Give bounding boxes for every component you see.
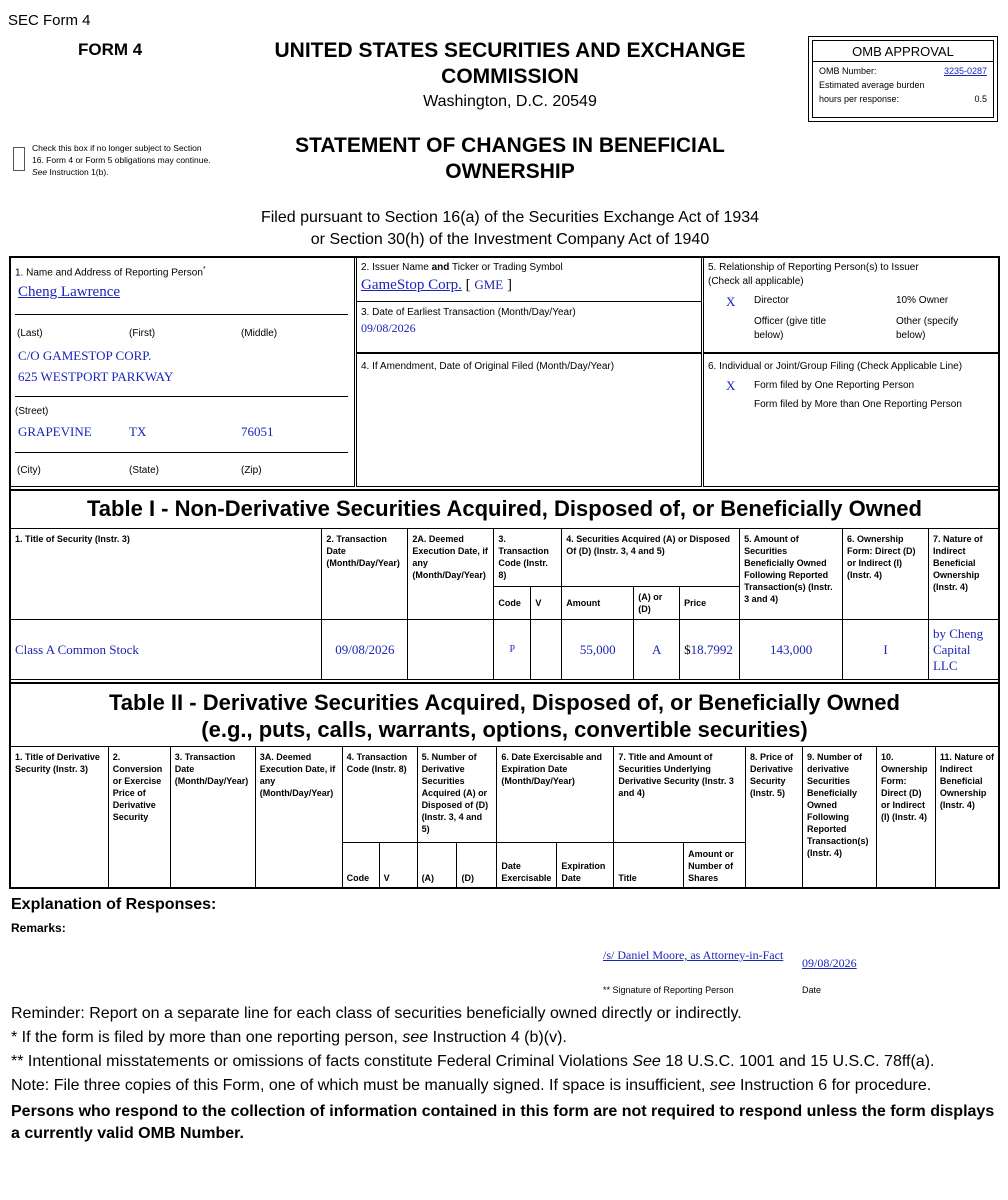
officer-label: Officer (give title below) bbox=[754, 316, 827, 341]
omb-number-link[interactable]: 3235-0287 bbox=[943, 66, 987, 76]
omb-burden-label: Estimated average burden bbox=[819, 80, 925, 90]
table-row bbox=[11, 620, 999, 680]
relationship-section bbox=[703, 257, 999, 353]
table2-title-line-1: Table II - Derivative Securities Acquired, Disposed of, or Beneficially Owned bbox=[108, 690, 900, 715]
statement-title bbox=[240, 133, 780, 185]
omb-notice: Persons who respond to the collection of information contained in this form are not required to respond unless the form displays a currently valid OMB Number. bbox=[11, 1103, 995, 1142]
t2-header-exercisable: 6. Date Exercisable and Expiration Date (Month/Day/Year) bbox=[497, 747, 614, 843]
t2-header-deemed: 3A. Deemed Execution Date, if any (Month/Day/Year) bbox=[255, 747, 342, 889]
signature-date-link[interactable]: 09/08/2026 bbox=[802, 956, 857, 970]
signature-label: ** Signature of Reporting Person bbox=[603, 985, 734, 995]
date-label: Date bbox=[802, 985, 822, 995]
t1-header-code: 3. Transaction Code (Instr. 8) bbox=[494, 529, 562, 587]
earliest-date-value: 09/08/2026 bbox=[361, 321, 416, 335]
first-label: (First) bbox=[129, 328, 156, 339]
last-label: (Last) bbox=[17, 328, 43, 339]
earliest-date-label: 3. Date of Earliest Transaction (Month/Day/Year) bbox=[361, 307, 576, 318]
reporting-person-section bbox=[10, 257, 355, 487]
city-underline bbox=[15, 452, 348, 453]
t1-nature: by Cheng Capital LLC bbox=[928, 620, 998, 680]
t1-owned: 143,000 bbox=[740, 620, 843, 680]
t2-header-title: 1. Title of Derivative Security (Instr. 3) bbox=[11, 747, 109, 889]
remarks-label: Remarks: bbox=[11, 921, 66, 935]
t1-form: I bbox=[843, 620, 929, 680]
filed-pursuant-text bbox=[200, 207, 820, 251]
t2-sub-title: Title bbox=[614, 843, 684, 889]
t2-sub-date-exercisable: Date Exercisable bbox=[497, 843, 557, 889]
omb-number-label: OMB Number: bbox=[819, 66, 877, 76]
note-misstatements: ** Intentional misstatements or omissions of facts constitute Federal Criminal Violations See 18 U.S.C. 1001 and 15 U.S.C. 78ff(a). bbox=[11, 1053, 935, 1070]
ticker-link[interactable]: GME bbox=[474, 277, 504, 292]
one-person-label: Form filed by One Reporting Person bbox=[754, 380, 915, 391]
t1-header-date: 2. Transaction Date (Month/Day/Year) bbox=[322, 529, 408, 620]
reminder-text: Reminder: Report on a separate line for each class of securities beneficially owned directly or indirectly. bbox=[11, 1005, 742, 1022]
address-line-1: C/O GAMESTOP CORP. bbox=[18, 348, 152, 363]
t1-deemed-date bbox=[408, 620, 494, 680]
middle-label: (Middle) bbox=[241, 328, 278, 339]
agency-title bbox=[240, 38, 780, 90]
ten-pct-owner-label: 10% Owner bbox=[896, 295, 949, 306]
statement-line-2: OWNERSHIP bbox=[445, 160, 575, 183]
t1-security-title: Class A Common Stock bbox=[11, 620, 322, 680]
relationship-sub: (Check all applicable) bbox=[708, 276, 804, 287]
t1-header-title: 1. Title of Security (Instr. 3) bbox=[11, 529, 322, 620]
relationship-label: 5. Relationship of Reporting Person(s) to Issuer bbox=[708, 262, 919, 273]
sec-form-label: SEC Form 4 bbox=[8, 12, 91, 29]
form-name: FORM 4 bbox=[78, 40, 143, 59]
city-label: (City) bbox=[17, 465, 41, 476]
issuer-value bbox=[361, 277, 512, 294]
t2-header-owned: 9. Number of derivative Securities Beneficially Owned Following Reported Transaction(s) (Instr. 4) bbox=[802, 747, 876, 889]
t1-code: P bbox=[494, 620, 531, 680]
t1-price-value: 18.7992 bbox=[690, 641, 733, 657]
t1-header-nature: 7. Nature of Indirect Beneficial Ownership (Instr. 4) bbox=[928, 529, 998, 620]
t1-v bbox=[531, 620, 562, 680]
filing-type-section bbox=[703, 353, 999, 487]
ticker-close: ] bbox=[506, 277, 512, 293]
footer-notes bbox=[11, 1003, 996, 1145]
t1-header-deemed: 2A. Deemed Execution Date, if any (Month/Day/Year) bbox=[408, 529, 494, 620]
table1-title: Table I - Non-Derivative Securities Acquired, Disposed of, or Beneficially Owned bbox=[10, 489, 999, 522]
director-mark: X bbox=[726, 294, 736, 309]
table2-title-line-2: (e.g., puts, calls, warrants, options, convertible securities) bbox=[201, 717, 808, 742]
ticker-open: [ bbox=[465, 277, 471, 293]
amendment-section bbox=[356, 353, 702, 487]
t1-sub-code: Code bbox=[494, 587, 531, 620]
filed-line-1: Filed pursuant to Section 16(a) of the Securities Exchange Act of 1934 bbox=[260, 209, 760, 226]
agency-line-1: UNITED STATES SECURITIES AND EXCHANGE bbox=[274, 39, 746, 62]
other-label: Other (specify below) bbox=[896, 316, 959, 341]
t2-header-price: 8. Price of Derivative Security (Instr. 5) bbox=[746, 747, 803, 889]
t2-header-underlying: 7. Title and Amount of Securities Underlying Derivative Security (Instr. 3 and 4) bbox=[614, 747, 746, 843]
checkbox-text-instruction: Instruction 1(b). bbox=[49, 167, 109, 177]
note-three-copies: Note: File three copies of this Form, one of which must be manually signed. If space is insufficient, see Instruction 6 for procedure. bbox=[11, 1077, 932, 1094]
name-underline bbox=[15, 314, 348, 315]
state-value: TX bbox=[129, 424, 147, 439]
agency-line-2: COMMISSION bbox=[441, 65, 579, 88]
t2-header-code: 4. Transaction Code (Instr. 8) bbox=[342, 747, 417, 843]
table2-title bbox=[10, 682, 999, 743]
more-persons-label: Form filed by More than One Reporting Person bbox=[754, 399, 962, 410]
checkbox-text-see: See bbox=[32, 167, 48, 177]
section16-checkbox[interactable] bbox=[13, 147, 25, 171]
checkbox-text-main: Check this box if no longer subject to Section 16. Form 4 or Form 5 obligations may continue. bbox=[32, 143, 211, 165]
reporting-person-name-link[interactable]: Cheng Lawrence bbox=[18, 284, 121, 300]
t2-sub-amount: Amount or Number of Shares bbox=[684, 843, 746, 889]
city-value: GRAPEVINE bbox=[18, 424, 92, 439]
table1-non-derivative bbox=[10, 528, 999, 680]
zip-label: (Zip) bbox=[241, 465, 262, 476]
t2-header-form: 10. Ownership Form: Direct (D) or Indirect (I) (Instr. 4) bbox=[876, 747, 935, 889]
t1-transaction-date: 09/08/2026 bbox=[322, 620, 408, 680]
t2-header-date: 3. Transaction Date (Month/Day/Year) bbox=[170, 747, 255, 889]
t1-sub-price: Price bbox=[680, 587, 740, 620]
issuer-label: 2. Issuer Name and Ticker or Trading Symbol bbox=[361, 262, 563, 273]
t1-sub-v: V bbox=[531, 587, 562, 620]
omb-approval-box bbox=[808, 36, 998, 122]
table2-derivative bbox=[10, 746, 999, 889]
t2-header-conversion: 2. Conversion or Exercise Price of Derivative Security bbox=[108, 747, 170, 889]
address-underline bbox=[15, 396, 348, 397]
t2-sub-a: (A) bbox=[417, 843, 457, 889]
address-line-2: 625 WESTPORT PARKWAY bbox=[18, 369, 174, 384]
t1-sub-ad: (A) or (D) bbox=[634, 587, 680, 620]
street-label: (Street) bbox=[15, 406, 49, 417]
t1-amount: 55,000 bbox=[562, 620, 634, 680]
agency-city: Washington, D.C. 20549 bbox=[423, 93, 597, 110]
t2-header-nature: 11. Nature of Indirect Beneficial Ownership (Instr. 4) bbox=[935, 747, 998, 889]
t2-header-number: 5. Number of Derivative Securities Acquired (A) or Disposed of (D) (Instr. 3, 4 and 5) bbox=[417, 747, 497, 843]
omb-hours-label: hours per response: bbox=[819, 94, 900, 104]
issuer-divider bbox=[357, 301, 701, 302]
statement-line-1: STATEMENT OF CHANGES IN BENEFICIAL bbox=[295, 134, 725, 157]
director-label: Director bbox=[754, 295, 790, 306]
t2-sub-expiration: Expiration Date bbox=[557, 843, 614, 889]
issuer-name-link[interactable]: GameStop Corp. bbox=[361, 277, 462, 293]
signature-link[interactable]: /s/ Daniel Moore, as Attorney-in-Fact bbox=[603, 948, 784, 962]
t1-header-owned: 5. Amount of Securities Beneficially Owned Following Reported Transaction(s) (Instr. 3 and 4) bbox=[740, 529, 843, 620]
t1-header-form: 6. Ownership Form: Direct (D) or Indirect (I) (Instr. 4) bbox=[843, 529, 929, 620]
issuer-section bbox=[356, 257, 702, 353]
t2-sub-d: (D) bbox=[457, 843, 497, 889]
t1-price bbox=[680, 620, 740, 680]
t2-sub-v: V bbox=[379, 843, 417, 889]
t1-header-acquired: 4. Securities Acquired (A) or Disposed Of (D) (Instr. 3, 4 and 5) bbox=[562, 529, 740, 587]
section16-checkbox-label bbox=[32, 142, 212, 178]
reporting-person-label: 1. Name and Address of Reporting Person* bbox=[15, 266, 206, 279]
state-label: (State) bbox=[129, 465, 160, 476]
t1-ad: A bbox=[634, 620, 680, 680]
explanation-heading: Explanation of Responses: bbox=[11, 896, 217, 913]
one-person-mark: X bbox=[726, 378, 736, 393]
t2-sub-code: Code bbox=[342, 843, 379, 889]
t1-sub-amount: Amount bbox=[562, 587, 634, 620]
note-multiple-persons: * If the form is filed by more than one reporting person, see Instruction 4 (b)(v). bbox=[11, 1029, 567, 1046]
filing-type-label: 6. Individual or Joint/Group Filing (Check Applicable Line) bbox=[708, 361, 963, 372]
amendment-label: 4. If Amendment, Date of Original Filed (Month/Day/Year) bbox=[361, 361, 615, 372]
filed-line-2: or Section 30(h) of the Investment Company Act of 1940 bbox=[310, 231, 710, 248]
zip-value: 76051 bbox=[241, 424, 274, 439]
omb-hours-value: 0.5 bbox=[974, 94, 987, 104]
omb-title: OMB APPROVAL bbox=[813, 41, 993, 62]
t1-price-symbol: $ bbox=[684, 641, 691, 657]
